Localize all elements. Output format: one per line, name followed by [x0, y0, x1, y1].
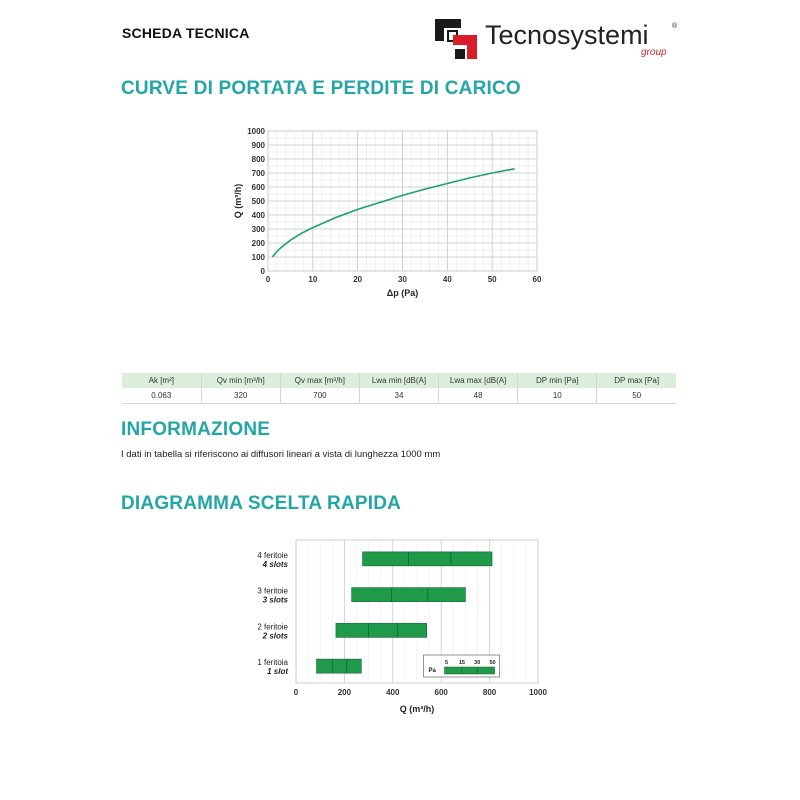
bar-group [352, 588, 466, 602]
info-text: I dati in tabella si riferiscono ai diffusori lineari a vista di lunghezza 1000 mm [121, 449, 441, 460]
quick-selection-chart [230, 530, 570, 725]
legend-tick-label: 30 [474, 660, 481, 666]
category-label-secondary: 3 slots [262, 595, 288, 605]
y-tick-label: 900 [251, 141, 265, 150]
legend-bar [445, 667, 495, 674]
x-tick-label: 40 [442, 275, 452, 284]
col-lwa-max: Lwa max [dB(A] [439, 373, 518, 388]
col-dp-max: DP max [Pa] [597, 373, 676, 388]
x-tick-label: 0 [265, 275, 271, 284]
category-label-secondary: 2 slots [262, 631, 288, 641]
bar-group [317, 659, 362, 673]
x-tick-label: 50 [487, 275, 497, 284]
category-label: 3 feritoie [257, 586, 288, 596]
category-label: 4 feritoie [257, 550, 288, 560]
x-tick-label: 10 [308, 275, 318, 284]
cell-dp-min: 10 [518, 388, 597, 404]
table-row [122, 388, 676, 404]
spec-table [122, 373, 676, 404]
category-label: 1 feritoia [257, 658, 288, 668]
cell-lwa-max: 48 [439, 388, 518, 404]
bar [363, 552, 492, 566]
x-tick-label: 600 [434, 688, 448, 697]
y-tick-label: 700 [251, 169, 265, 178]
col-ak: Ak [m²] [122, 373, 201, 388]
y-tick-label: 600 [251, 183, 265, 192]
col-dp-min: DP min [Pa] [518, 373, 597, 388]
x-tick-label: 200 [337, 688, 352, 697]
brand-registered-mark: ® [672, 23, 678, 30]
y-tick-label: 800 [251, 155, 265, 164]
legend [424, 655, 500, 677]
brand-mark-icon [435, 19, 477, 59]
category-label: 2 feritoie [257, 622, 288, 632]
legend-tick-label: 15 [458, 660, 465, 666]
brand-logo [433, 13, 683, 63]
y-tick-label: 100 [251, 253, 265, 262]
col-qv-min: Qv min [m³/h] [201, 373, 280, 388]
x-tick-label: 0 [293, 688, 299, 697]
x-tick-label: 60 [532, 275, 542, 284]
bar-group [336, 623, 427, 637]
spec-table-header-row [122, 373, 676, 388]
diagram-section-title: DIAGRAMMA SCELTA RAPIDA [121, 493, 402, 514]
legend-tick-label: 5 [445, 660, 449, 666]
bar [317, 659, 362, 673]
x-tick-label: 1000 [529, 688, 547, 697]
x-axis-label: Q (m³/h) [399, 704, 435, 714]
x-tick-label: 800 [482, 688, 497, 697]
info-section-title: INFORMAZIONE [121, 419, 271, 440]
category-label-secondary: 1 slot [267, 667, 288, 677]
document-label: SCHEDA TECNICA [122, 25, 250, 41]
bar [336, 623, 427, 637]
x-tick-label: 400 [386, 688, 400, 697]
col-qv-max: Qv max [m³/h] [280, 373, 359, 388]
y-tick-label: 1000 [247, 127, 265, 136]
cell-dp-max: 50 [597, 388, 676, 404]
bar-group [363, 552, 492, 566]
x-tick-label: 30 [398, 275, 407, 284]
brand-name: Tecnosystemi [485, 20, 649, 50]
x-tick-label: 20 [353, 275, 363, 284]
flow-pressure-chart [233, 120, 560, 300]
bar [352, 588, 466, 602]
x-axis-label: Δp (Pa) [386, 288, 419, 298]
y-tick-label: 400 [251, 211, 265, 220]
y-tick-label: 0 [260, 267, 265, 276]
y-tick-label: 500 [251, 197, 265, 206]
legend-tick-label: 50 [489, 660, 496, 666]
cell-qv-min: 320 [201, 388, 280, 404]
curve-section-title: CURVE DI PORTATA E PERDITE DI CARICO [121, 78, 521, 99]
cell-lwa-min: 34 [359, 388, 438, 404]
col-lwa-min: Lwa min [dB(A] [359, 373, 438, 388]
y-tick-label: 300 [251, 225, 265, 234]
brand-sub: group [641, 47, 667, 58]
category-label-secondary: 4 slots [262, 559, 288, 569]
cell-ak: 0.063 [122, 388, 201, 404]
y-tick-label: 200 [251, 239, 265, 248]
y-axis-label: Q (m³/h) [233, 183, 243, 219]
legend-unit: Pa [428, 668, 436, 674]
cell-qv-max: 700 [280, 388, 359, 404]
